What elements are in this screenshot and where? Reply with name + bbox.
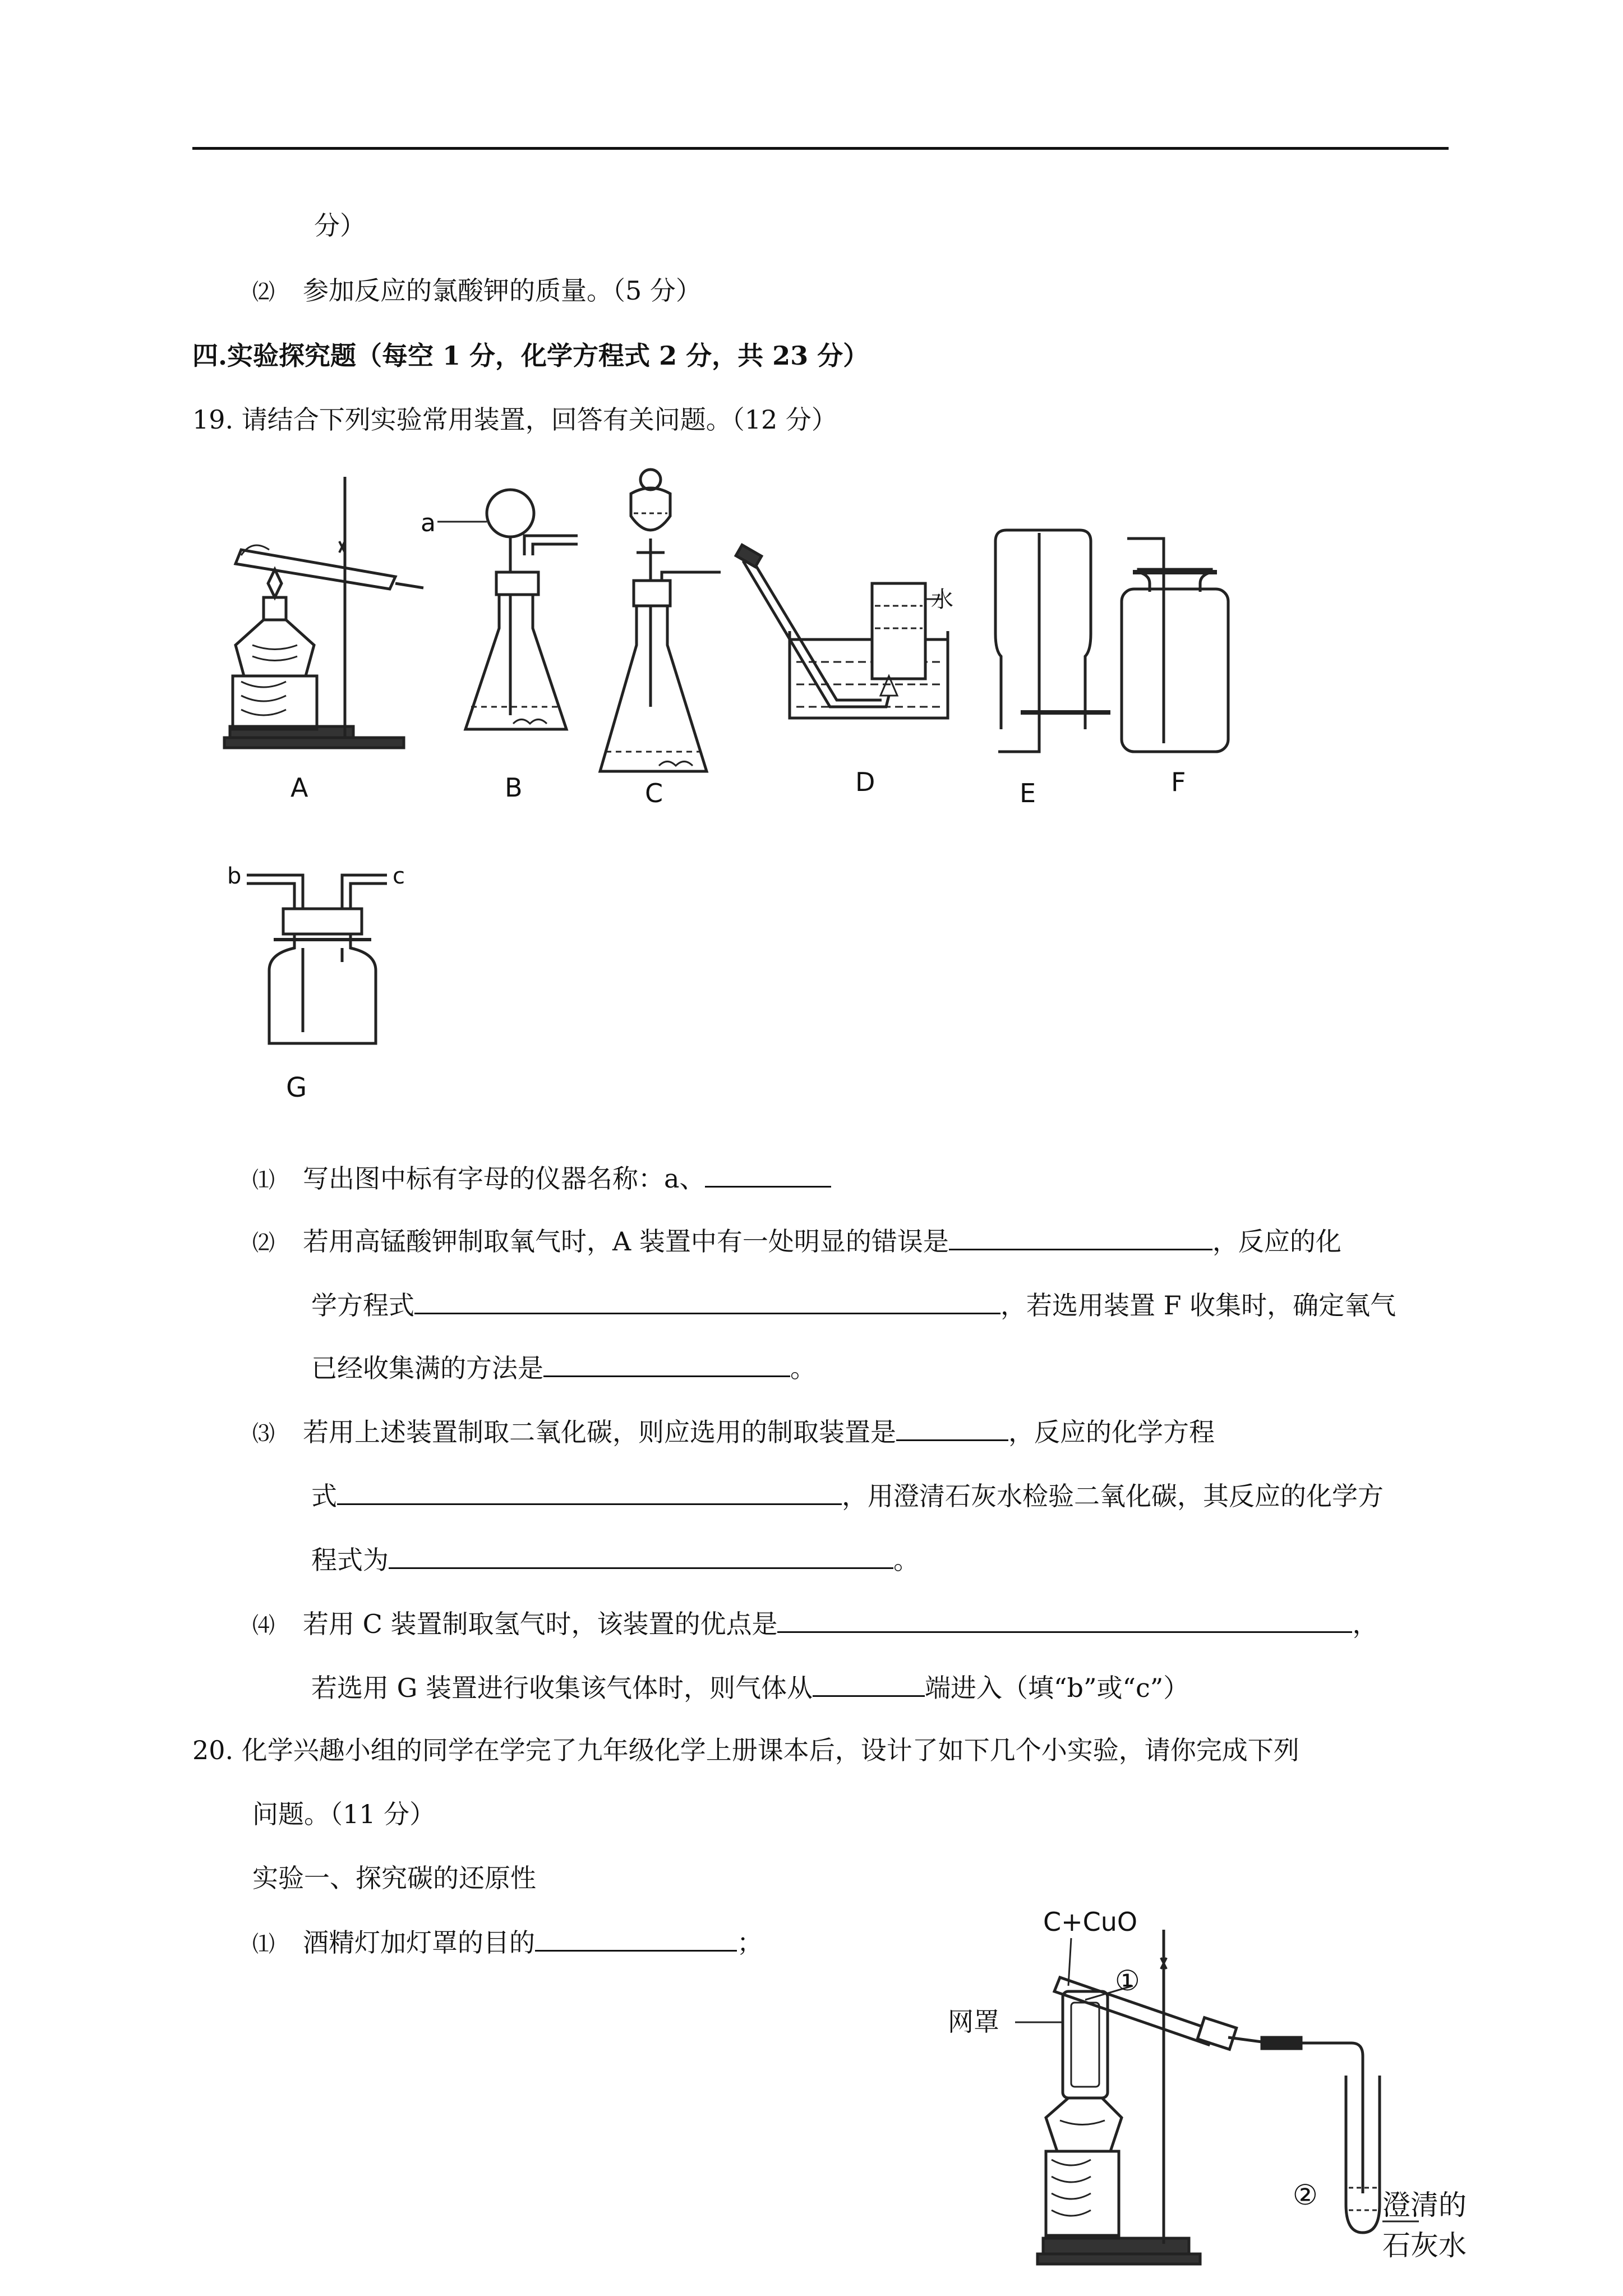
label-port-c: c (393, 863, 405, 889)
q19-part2-text-a: 若用高锰酸钾制取氧气时，A 装置中有一处明显的错误是 (303, 1226, 949, 1257)
q19-part2-text-c: 学方程式 (311, 1290, 414, 1320)
q19-stem: 19. 请结合下列实验常用装置，回答有关问题。（12 分） (192, 404, 837, 435)
q19-part2-text-e: 已经收集满的方法是 (311, 1353, 543, 1383)
q19-part3-text-a: 若用上述装置制取二氧化碳，则应选用的制取装置是 (303, 1417, 896, 1447)
apparatus-b-drawing (437, 490, 578, 729)
q19-part3-text-c: 式 (311, 1481, 337, 1511)
q19-part4-line2 (311, 1671, 1189, 1705)
q19-part4-line1 (252, 1607, 1378, 1642)
apparatus-a-drawing (224, 477, 423, 748)
q19-part2-text-d: ，若选用装置 F 收集时，确定氧气 (1000, 1290, 1396, 1320)
q19-part1 (252, 1161, 831, 1197)
label-apparatus-c: C (645, 778, 663, 808)
answer-blank[interactable] (389, 1543, 893, 1569)
q19-part3-text-d: ，用澄清石灰水检验二氧化碳，其反应的化学方 (842, 1481, 1384, 1511)
answer-blank[interactable] (543, 1351, 790, 1377)
q19-part1-text: 写出图中标有字母的仪器名称：a、 (303, 1163, 706, 1194)
label-instrument-a: a (421, 509, 436, 537)
answer-blank[interactable] (949, 1224, 1212, 1250)
label-apparatus-g: G (286, 1072, 307, 1103)
q20-part1-number: ⑴ (252, 1931, 275, 1957)
q20-stem-line2: 问题。（11 分） (252, 1799, 436, 1829)
label-circle-2: ② (1293, 2179, 1318, 2211)
label-apparatus-e: E (1020, 778, 1036, 808)
answer-blank[interactable] (705, 1161, 831, 1188)
q19-part2-number: ⑵ (252, 1230, 275, 1256)
label-apparatus-f: F (1171, 767, 1186, 797)
q18-item2-number: ⑵ (252, 279, 275, 305)
apparatus-g-drawing (247, 875, 387, 1043)
q20-part1 (252, 1925, 763, 1961)
label-gauze: 网罩 (948, 2007, 999, 2037)
answer-blank[interactable] (777, 1607, 1352, 1633)
q20-stem-line1: 20. 化学兴趣小组的同学在学完了九年级化学上册课本后，设计了如下几个小实验，请你完成下列 (192, 1735, 1299, 1765)
q19-part3-text-e: 程式为 (311, 1545, 389, 1575)
q19-part2-text-f: 。 (790, 1353, 816, 1383)
answer-blank[interactable] (414, 1288, 1000, 1314)
q19-part3-text-b: ，反应的化学方程 (1008, 1417, 1215, 1447)
prev-question-tail: 分） (314, 210, 366, 241)
q18-item2-text: 参加反应的氯酸钾的质量。（5 分） (303, 275, 702, 306)
q19-part2-text-b: ，反应的化 (1212, 1226, 1341, 1257)
answer-blank[interactable] (337, 1479, 842, 1505)
label-apparatus-b: B (505, 772, 523, 803)
apparatus-f-drawing (1122, 539, 1228, 752)
q19-part4-text-d: 端进入（填“b”或“c”） (925, 1673, 1189, 1703)
q19-part3-line1 (252, 1415, 1215, 1451)
answer-blank[interactable] (535, 1925, 737, 1952)
q19-part4-text-c: 若选用 G 装置进行收集该气体时，则气体从 (311, 1673, 813, 1703)
label-apparatus-a: A (291, 772, 308, 803)
label-limewater-line2: 石灰水 (1382, 2229, 1467, 2262)
answer-blank[interactable] (896, 1415, 1008, 1441)
label-circle-1: ① (1115, 1964, 1140, 1997)
carbon-reduction-figure (948, 1890, 1509, 2283)
apparatus-e-drawing (995, 530, 1110, 752)
label-limewater-line1: 澄清的 (1382, 2189, 1467, 2221)
label-reactants: C+CuO (1043, 1907, 1138, 1937)
q19-part4-text-b: ， (1352, 1609, 1378, 1639)
q19-part3-line2 (311, 1479, 1384, 1513)
q18-item2 (252, 274, 702, 309)
q19-part3-line3 (311, 1543, 919, 1577)
answer-blank[interactable] (813, 1671, 925, 1697)
q20-experiment1-title: 实验一、探究碳的还原性 (252, 1863, 536, 1893)
q20-part1-text-a: 酒精灯加灯罩的目的 (303, 1927, 535, 1958)
q19-part3-number: ⑶ (252, 1421, 275, 1447)
header-rule (192, 147, 1449, 150)
q19-part4-text-a: 若用 C 装置制取氢气时，该装置的优点是 (303, 1609, 778, 1639)
q19-part2-line2 (311, 1288, 1396, 1322)
q19-part3-text-f: 。 (893, 1545, 919, 1575)
q19-part2-line1 (252, 1224, 1341, 1260)
apparatus-c-drawing (600, 470, 721, 771)
q19-part4-number: ⑷ (252, 1613, 275, 1639)
label-water: 水 (931, 587, 953, 613)
q19-part2-line3 (311, 1351, 816, 1385)
q20-part1-text-b: ； (737, 1927, 763, 1958)
q19-part1-number: ⑴ (252, 1167, 275, 1193)
label-apparatus-d: D (855, 767, 875, 797)
section4-title: 四.实验探究题（每空 1 分，化学方程式 2 分，共 23 分） (192, 341, 869, 371)
label-port-b: b (227, 863, 242, 889)
apparatus-d-drawing (736, 545, 948, 718)
q19-apparatus-figure (202, 460, 1267, 1122)
